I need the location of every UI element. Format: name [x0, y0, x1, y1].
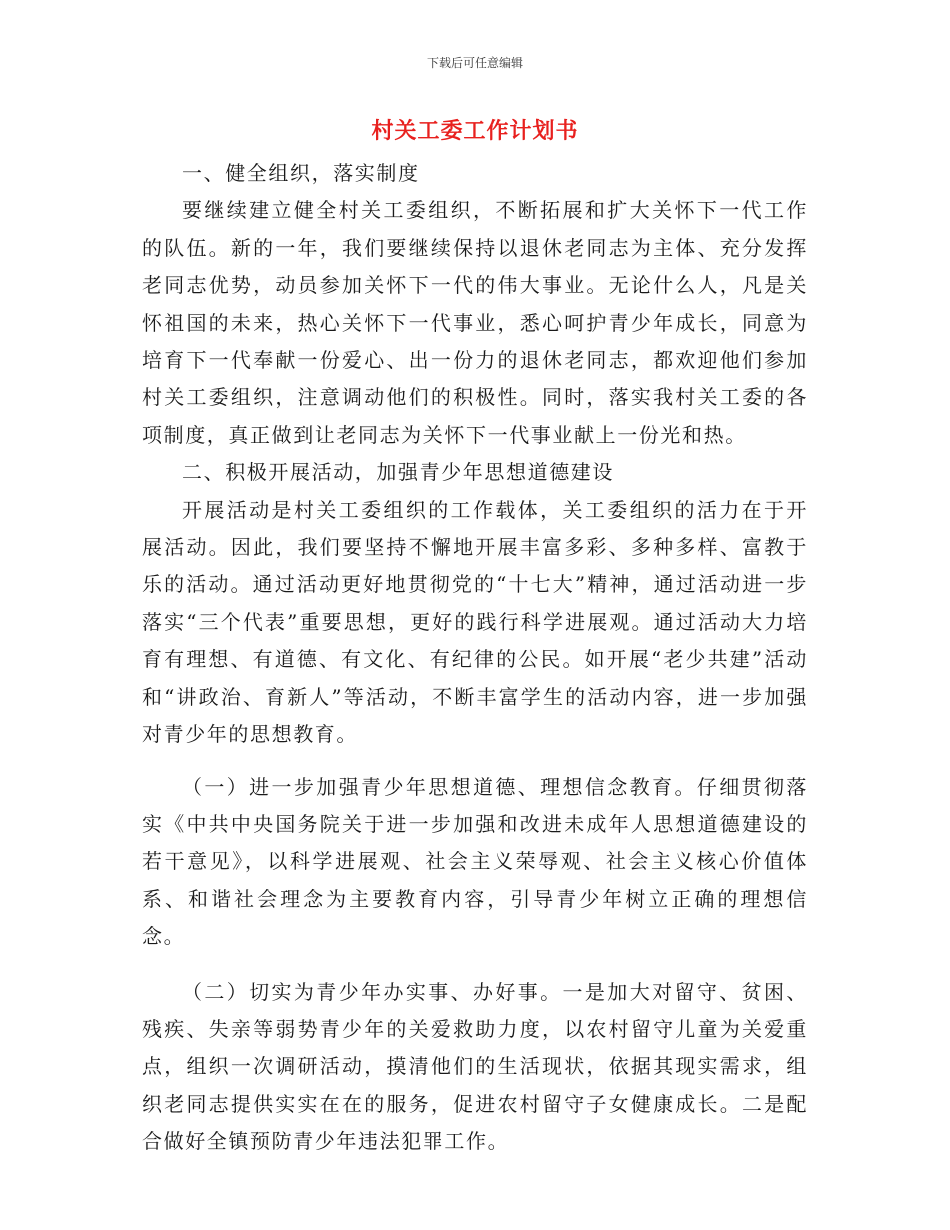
header-note: 下载后可任意编辑 [426, 56, 523, 70]
section-heading-2: 二、积极开展活动，加强青少年思想道德建设 [182, 460, 614, 485]
sub-item-2: （二）切实为青少年办实事、办好事。一是加大对留守、贫困、残疾、失亲等弱势青少年的关爱救助力度，以农村留守儿童为关爱重点，组织一次调研活动，摸清他们的生活现状，依据其现实需求，组织老同志提供实实在在的服务，促进农村留守子女健康成长。二是配合做好全镇预防青少年违法犯罪工作。 [142, 979, 808, 1154]
paragraph-2: 开展活动是村关工委组织的工作载体，关工委组织的活力在于开展活动。因此，我们要坚持不懈地开展丰富多彩、多种多样、富教于乐的活动。通过活动更好地贯彻党的“十七大”精神，通过活动进一步落实“三个代表”重要思想，更好的践行科学进展观。通过活动大力培育有理想、有道德、有文化、有纪律的公民。如开展“老少共建”活动和“讲政治、育新人”等活动，不断丰富学生的活动内容，进一步加强对青少年的思想教育。 [142, 497, 808, 747]
document-title: 村关工委工作计划书 [371, 119, 579, 144]
section-heading-1: 一、健全组织，落实制度 [182, 161, 420, 185]
sub-item-1: （一）进一步加强青少年思想道德、理想信念教育。仔细贯彻落实《中共中央国务院关于进一步加强和改进未成年人思想道德建设的若干意见》，以科学进展观、社会主义荣辱观、社会主义核心价值体系、和谐社会理念为主要教育内容，引导青少年树立正确的理想信念。 [142, 774, 808, 949]
paragraph-1: 要继续建立健全村关工委组织，不断拓展和扩大关怀下一代工作的队伍。新的一年，我们要继续保持以退休老同志为主体、充分发挥老同志优势，动员参加关怀下一代的伟大事业。无论什么人，凡是关怀祖国的未来，热心关怀下一代事业，悉心呵护青少年成长，同意为培育下一代奉献一份爱心、出一份力的退休老同志，都欢迎他们参加村关工委组织，注意调动他们的积极性。同时，落实我村关工委的各项制度，真正做到让老同志为关怀下一代事业献上一份光和热。 [142, 198, 808, 447]
document-body [142, 155, 808, 1161]
